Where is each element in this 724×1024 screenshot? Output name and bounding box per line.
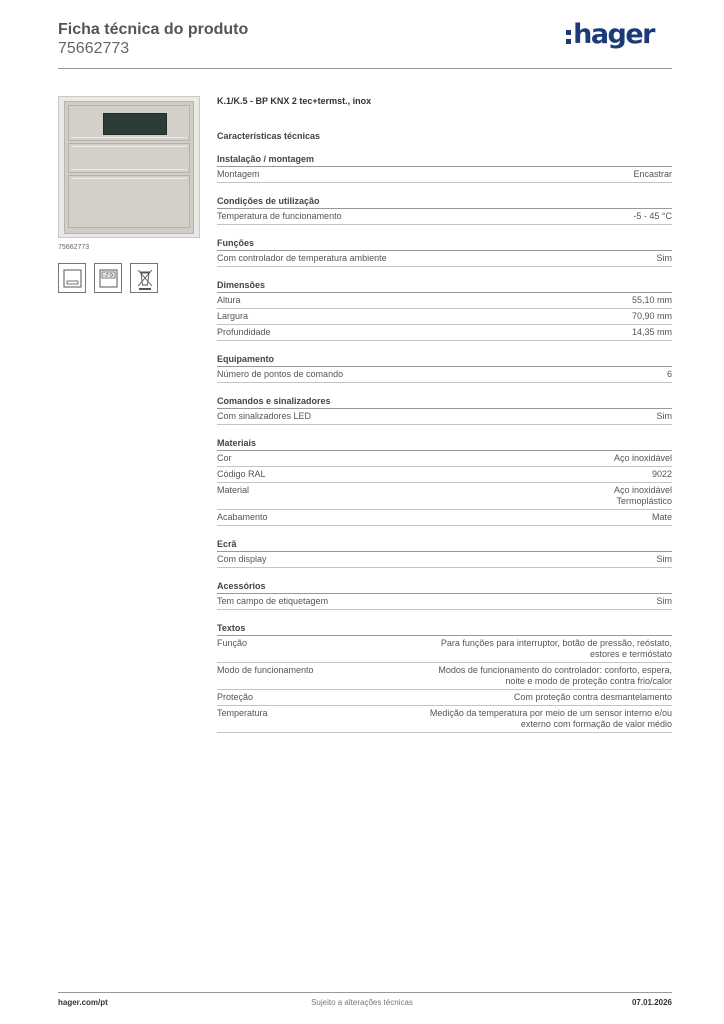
spec-value: Medição da temperatura por meio de um sensor interno e/ou externo com formação de valor médio [429,708,672,729]
section-title: Condições de utilização [217,195,672,209]
display-device-icon [58,263,86,293]
logo-text: hager [573,19,654,50]
rocker-top [68,105,190,141]
section-title: Ecrã [217,538,672,552]
spec-row [217,663,672,690]
hager-logo [566,20,654,50]
spec-value: Encastrar [633,169,672,179]
spec-row [217,510,672,526]
numeric-display-icon [94,263,122,293]
spec-section [217,538,672,568]
spec-value: Sim [656,253,672,263]
spec-value: Mate [651,512,672,522]
spec-value: 55,10 mm [631,295,672,305]
section-title: Textos [217,622,672,636]
spec-value: Modos de funcionamento do controlador: conforto, espera, noite e modo de proteção contra frio/calor [438,665,672,686]
logo-dots-icon [566,30,571,44]
spec-label: Altura [217,295,241,305]
spec-section [217,153,672,183]
section-title: Comandos e sinalizadores [217,395,672,409]
spec-section [217,580,672,610]
lcd-display [103,113,167,135]
spec-label: Proteção [217,692,254,702]
switch-plate [64,101,194,234]
spec-value: Aço inoxidável Termoplástico [613,485,672,506]
spec-label: Número de pontos de comando [217,369,344,379]
spec-label: Cor [217,453,232,463]
rocker-middle [68,143,190,173]
spec-section [217,279,672,341]
spec-row [217,309,672,325]
spec-section [217,195,672,225]
page-header [58,20,672,58]
weee-bin-icon [130,263,158,293]
spec-section [217,622,672,733]
spec-section [217,437,672,526]
spec-row [217,706,672,733]
spec-label: Com display [217,554,267,564]
spec-label: Modo de funcionamento [217,665,314,675]
footer-divider [58,992,672,993]
spec-label: Função [217,638,248,648]
spec-label: Com sinalizadores LED [217,411,312,421]
spec-value: Sim [656,411,672,421]
spec-value: 9022 [651,469,672,479]
spec-row [217,636,672,663]
spec-label: Material [217,485,250,495]
spec-row [217,483,672,510]
spec-row [217,467,672,483]
footer-date: 07.01.2026 [631,998,672,1007]
header-divider [58,68,672,69]
spec-label: Com controlador de temperatura ambiente [217,253,387,263]
spec-value: 70,90 mm [631,311,672,321]
spec-row [217,209,672,225]
spec-label: Montagem [217,169,260,179]
product-name: K.1/K.5 - BP KNX 2 tec+termst., inox [217,96,372,106]
spec-row [217,690,672,706]
footer-website: hager.com/pt [58,998,108,1007]
spec-value: Aço inoxidável [613,453,672,463]
footer-notice: Sujeito a alterações técnicas [311,998,413,1007]
spec-value: Sim [656,596,672,606]
spec-section [217,237,672,267]
spec-row [217,167,672,183]
rocker-bottom [68,175,190,228]
spec-label: Tem campo de etiquetagem [217,596,329,606]
spec-value: Com proteção contra desmantelamento [513,692,672,702]
spec-value: 14,35 mm [631,327,672,337]
spec-row [217,552,672,568]
spec-label: Largura [217,311,249,321]
spec-sections [217,153,672,733]
spec-row [217,251,672,267]
product-number: 75662773 [58,40,130,57]
spec-label: Temperatura de funcionamento [217,211,342,221]
spec-row [217,594,672,610]
product-image [58,96,200,238]
image-caption: 75662773 [58,244,90,251]
document-title: Ficha técnica do produto [58,21,249,38]
spec-row [217,367,672,383]
spec-section [217,395,672,425]
section-title: Equipamento [217,353,672,367]
section-title: Acessórios [217,580,672,594]
section-title: Dimensões [217,279,672,293]
section-title: Funções [217,237,672,251]
tech-characteristics-heading: Características técnicas [217,131,321,141]
spec-label: Acabamento [217,512,268,522]
spec-row [217,293,672,309]
spec-section [217,353,672,383]
certification-icons [58,263,158,293]
spec-label: Código RAL [217,469,266,479]
spec-value: Para funções para interruptor, botão de pressão, reóstato, estores e termóstato [440,638,672,659]
spec-row [217,409,672,425]
spec-value: 6 [666,369,672,379]
section-title: Instalação / montagem [217,153,672,167]
spec-label: Profundidade [217,327,271,337]
spec-row [217,325,672,341]
spec-row [217,451,672,467]
spec-label: Temperatura [217,708,268,718]
spec-value: -5 - 45 °C [633,211,672,221]
spec-value: Sim [656,554,672,564]
spec-content [217,94,672,733]
section-title: Materiais [217,437,672,451]
